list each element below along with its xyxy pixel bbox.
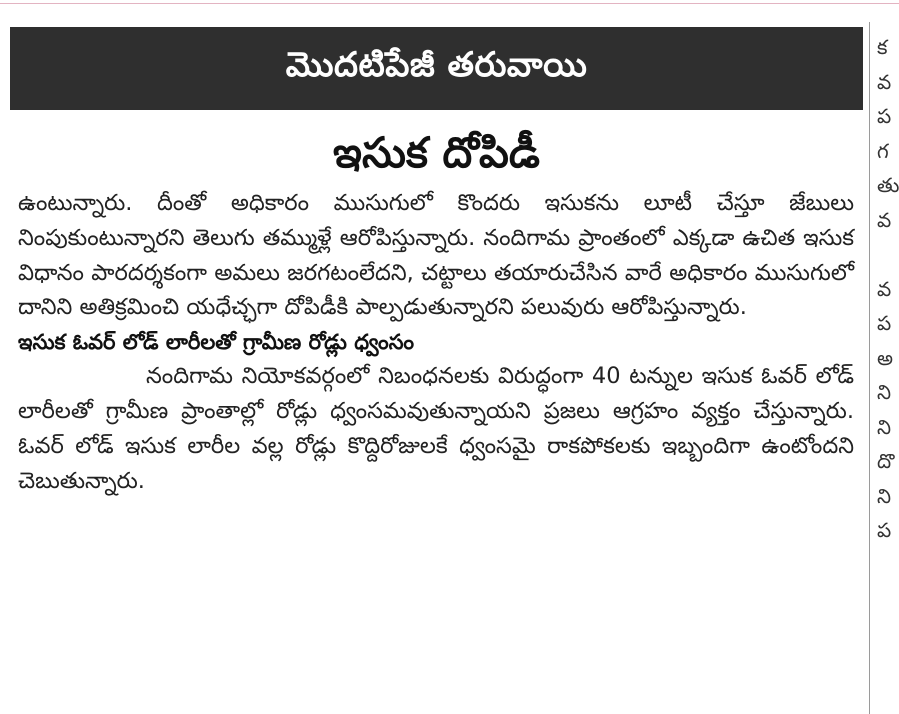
article-headline: ఇసుక దోపిడీ [333,128,540,177]
fragment-line: ని [877,414,892,439]
fragment-line: క [877,35,888,59]
column-divider [869,22,870,714]
fragment-line: ప [877,104,892,128]
fragment-line: వ [877,69,892,94]
fragment-line: తు [877,173,899,197]
fragment-line: ని [877,483,892,508]
article-body [18,186,854,498]
fragment-line: గ [877,138,889,163]
fragment-line: ప [877,311,892,335]
fragment-line: దొ [877,449,895,473]
article-paragraph: నందిగామ నియోకవర్గంలో నిబంధనలకు విరుద్ధంగా 40 టన్నుల ఇసుక ఓవర్ లోడ్ లారీలతో గ్రామీణ ప్రాంతాల్లో రోడ్లు ధ్వంసమవుతున్నాయని ప్రజలు ఆగ్రహం వ్యక్తం చేస్తున్నారు. ఓవర్ లోడ్ ఇసుక లారీల వల్ల రోడ్లు కొద్దిరోజులకే ధ్వంసమై రాకపోకలకు ఇబ్బందిగా ఉంటోందని చెబుతున్నారు. [18,363,854,494]
fragment-line: వ [877,207,892,232]
fragment-line: ప [877,518,892,542]
top-divider [0,3,899,4]
fragment-line [877,237,899,272]
adjacent-column-fragment [877,30,899,714]
fragment-line: వ [877,276,892,301]
article-paragraph: ఉంటున్నారు. దీంతో అధికారం ముసుగులో కొందరు ఇసుకను లూటీ చేస్తూ జేబులు నింపుకుంటున్నారని తెలుగు తమ్ముళ్లే ఆరోపిస్తున్నారు. నందిగామ ప్రాంతంలో ఎక్కడా ఉచిత ఇసుక విధానం పారదర్శకంగా అమలు జరగటంలేదని, చట్టాలు తయారుచేసిన వారే అధికారం ముసుగులో దానిని అతిక్రమించి యధేచ్ఛగా దోపిడీకి పాల్పడుతున్నారని పలువురు ఆరోపిస్తున్నారు. [18,190,854,321]
fragment-line: అ [877,345,893,370]
article-subheading: ఇసుక ఓవర్ లోడ్ లారీలతో గ్రామీణ రోడ్లు ధ్వంసం [18,330,415,355]
banner-title: మొదటిపేజీ తరువాయి [285,44,588,85]
fragment-line: ని [877,380,892,404]
section-banner [10,27,863,110]
